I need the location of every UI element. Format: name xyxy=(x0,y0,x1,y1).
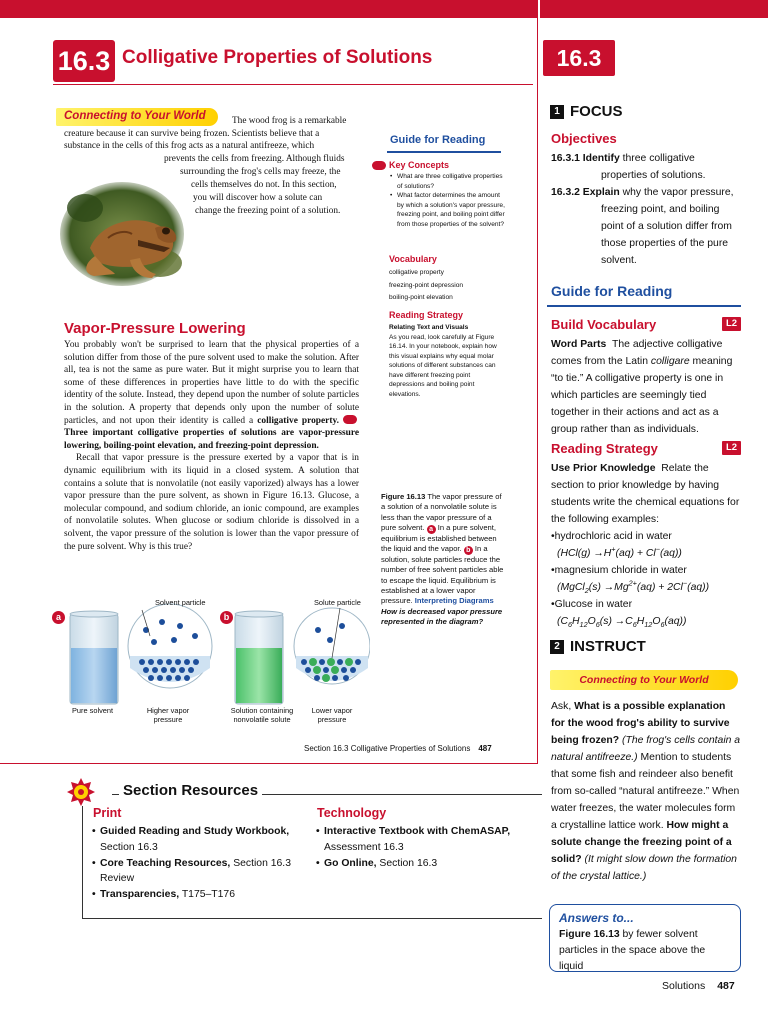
build-vocabulary-label: Build Vocabulary xyxy=(551,317,657,332)
word-parts-paragraph xyxy=(551,336,741,438)
resources-left-rule xyxy=(82,806,83,918)
objective-2-verb: Explain xyxy=(582,187,620,198)
technology-resources-list xyxy=(316,824,540,871)
ask-question-2: How might a solute change the freezing point of a solid? xyxy=(551,820,732,865)
higher-vp-line1: Higher vapor xyxy=(146,706,190,715)
key-concept-icon xyxy=(372,161,386,170)
figure-text-1: The vapor pressure of a solution of a nonvolatile solute is less than the vapor pressure of a pure solvent. xyxy=(381,492,502,532)
example-3: •Glucose in water xyxy=(551,599,633,610)
footer-page-number: 487 xyxy=(478,744,492,753)
solution-line2: nonvolatile solute xyxy=(233,715,291,724)
higher-vp-line2: pressure xyxy=(153,715,183,724)
intro-line: prevents the cells from freezing. Although fluids xyxy=(164,154,345,164)
tech-item-rest: Section 16.3 xyxy=(376,857,438,869)
key-concept-item: • What are three colligative properties of solutions? xyxy=(389,172,507,191)
marker-a: a xyxy=(427,525,436,534)
lower-vp-line1: Lower vapor xyxy=(311,706,353,715)
intro-line: The wood frog is a remarkable xyxy=(232,116,347,126)
equation-1: (HCl(g) →H+(aq) + Cl−(aq)) xyxy=(557,544,682,559)
connecting-label: Connecting to Your World xyxy=(56,108,218,126)
intro-line: substance in the cells of this frog acts as a natural antifreeze, which xyxy=(64,141,315,151)
word-parts-label: Word Parts xyxy=(551,339,607,350)
teacher-footer xyxy=(662,980,735,992)
tech-item xyxy=(316,824,540,856)
tech-item-sub: Assessment 16.3 xyxy=(324,841,404,853)
footer-section-text: Section 16.3 Colligative Properties of Solutions xyxy=(304,744,471,753)
vapor-pressure-diagram xyxy=(50,596,370,731)
answers-text: by fewer solvent particles in the space above the liquid xyxy=(559,929,706,972)
objective-1-verb: Identify xyxy=(582,153,620,164)
objective-2-text: why the vapor pressure, freezing point, and boiling point of a solution differ from those properties of the pure solvent. xyxy=(601,187,734,266)
resources-icon xyxy=(65,776,97,806)
print-item-sub: Review xyxy=(100,873,135,885)
student-page-footer xyxy=(304,744,492,753)
para2-text: Recall that vapor pressure is the pressure exerted by a vapor that is in dynamic equilibrium with its liquid in a closed system. A solution that contains a solute that is nonvolatile (not easily vaporized) always has a lower vapor pressure than the pure solvent, as shown in Figure 16.13. Glucose, a molecular compound, and sodium chloride, an ionic compound, are examples of nonvolatile solutes. When glucose or sodium chloride is dissolved in a solvent, the vapor pressure of the solution is lower than the vapor pressure of the pure solvent. Why is this true? xyxy=(64,453,359,552)
key-concept-icon xyxy=(343,415,357,424)
tech-item-title: Interactive Textbook with ChemASAP, xyxy=(324,826,511,837)
objective-1-number: 16.3.1 xyxy=(551,153,580,164)
solute-particle-label: Solute particle xyxy=(314,598,361,607)
key-concept-item: • What factor determines the amount by which a solution's vapor pressure, freezing point, and boiling point differ from those properties of the solvent? xyxy=(389,191,507,229)
title-divider xyxy=(53,84,533,85)
marker-b: b xyxy=(464,546,473,555)
objective-2 xyxy=(551,184,741,269)
diagram-marker-a: a xyxy=(52,611,65,624)
example-1: •hydrochloric acid in water xyxy=(551,531,672,542)
para1-text: You probably won't be surprised to learn that the physical properties of a solution differ from those of the pure solvent used to make the solution. After all, tea is not the same as pure water. But it might surprise you to learn that some of these differences in properties have little to do with the specific identity of the solute. Instead, they depend upon the number of solute particles in the solution. A property that depends only upon the number of solute particles, and not upon their identity is called a xyxy=(64,340,359,426)
answers-title: Answers to... xyxy=(559,911,634,925)
teacher-connecting-label: Connecting to Your World xyxy=(550,670,738,690)
answers-box xyxy=(549,904,741,972)
ask-prefix: Ask, xyxy=(551,701,575,712)
diagram-marker-b: b xyxy=(220,611,233,624)
figure-text-2: In a pure solvent, equilibrium is established between the liquid and the vapor. xyxy=(381,522,497,554)
print-item-rest: T175–T176 xyxy=(179,889,235,901)
answers-body xyxy=(559,927,731,975)
objective-2-number: 16.3.2 xyxy=(551,187,580,198)
print-label: Print xyxy=(93,806,122,820)
wood-frog-photo xyxy=(60,178,190,288)
strategy-subtitle: Relating Text and Visuals xyxy=(389,324,469,331)
intro-line: creature because it can survive being frozen. Scientists believe that a xyxy=(64,129,320,139)
word-parts-text: The adjective colligative comes from the Latin xyxy=(551,339,723,367)
print-item-title: Guided Reading and Study Workbook, xyxy=(100,826,290,837)
reading-strategy-body xyxy=(389,323,507,399)
top-bar-right xyxy=(538,0,768,18)
ask-answer-1: (The frog's cells contain a natural antifreeze.) xyxy=(551,735,741,763)
objective-1 xyxy=(551,150,741,184)
word-parts-term: colligare xyxy=(650,356,690,367)
word-parts-text-2: meaning “to tie.” A colligative property is one in which particles are seemingly tied together in their actions and act as a group rather than as individuals. xyxy=(551,356,733,435)
objectives-label: Objectives xyxy=(551,131,617,146)
teacher-section-badge: 16.3 xyxy=(543,40,615,76)
teacher-reading-strategy-label: Reading Strategy xyxy=(551,441,658,456)
solution-line1: Solution containing xyxy=(230,706,294,715)
instruct-step-number: 2 xyxy=(550,640,564,654)
equation-3: $(C_6H_{12}O_6(s) \to C_6H_{12}O_6(aq))$ xyxy=(557,616,687,630)
focus-label: FOCUS xyxy=(570,103,623,120)
guide-for-reading-title: Guide for Reading xyxy=(390,134,486,146)
answers-figure-label: Figure 16.13 xyxy=(559,929,620,940)
intro-line: change the freezing point of a solution. xyxy=(195,206,341,216)
example-2-label: magnesium chloride in water xyxy=(554,565,687,576)
figure-label: Figure 16.13 xyxy=(381,492,426,501)
vocab-item: boiling-point elevation xyxy=(389,294,453,302)
reading-strategy-label: Reading Strategy xyxy=(389,310,464,320)
example-1-label: hydrochloric acid in water xyxy=(554,531,672,542)
technology-label: Technology xyxy=(317,806,387,820)
objectives-list xyxy=(551,150,741,269)
vapor-pressure-body xyxy=(64,339,359,553)
print-item-title: Transparencies, xyxy=(100,889,180,901)
teacher-guide-divider xyxy=(547,305,741,307)
interpreting-diagrams-question: How is decreased vapor pressure represented in the diagram? xyxy=(381,606,503,626)
ask-middle-text: Mention to students that some fish and reindeer also benefit from so-called “natural antifreeze.” When water freezes, the water molecules form a crystalline lattice work. xyxy=(551,752,740,831)
instruct-heading xyxy=(550,638,646,655)
guide-divider xyxy=(387,151,501,153)
ask-question-1: What is a possible explanation for the wood frog's ability to survive being frozen? xyxy=(551,701,730,746)
tech-item xyxy=(316,856,540,872)
instruct-label: INSTRUCT xyxy=(570,638,646,655)
vapor-pressure-heading: Vapor-Pressure Lowering xyxy=(64,320,246,337)
key-concept-sentence: Three important colligative properties of solutions are vapor-pressure lowering, boiling-point elevation, and freezing-point depression. xyxy=(64,428,359,451)
level-badge-l2: L2 xyxy=(722,317,741,331)
teacher-footer-page: 487 xyxy=(717,980,735,992)
print-item-sub: Section 16.3 xyxy=(100,841,158,853)
section-resources-title: Section Resources xyxy=(119,782,262,799)
example-3-label: Glucose in water xyxy=(554,599,633,610)
ask-paragraph xyxy=(551,698,741,885)
solvent-particle-label: Solvent particle xyxy=(155,598,206,607)
section-number-badge: 16.3 xyxy=(53,40,115,82)
figure-text-3: In a solution, solute particles reduce the number of free solvent particles able to escape the liquid. Equilibrium is established at a lower vapor pressure. xyxy=(381,544,504,606)
focus-step-number: 1 xyxy=(550,105,564,119)
vocabulary-label: Vocabulary xyxy=(389,254,437,264)
key-concepts-list xyxy=(389,172,507,229)
vocab-item: colligative property xyxy=(389,269,444,276)
tech-item-title: Go Online, xyxy=(324,857,377,869)
vocabulary-list xyxy=(389,267,507,305)
equation-2: (MgCl$_2$(s) $\to Mg^{2+}(aq) + 2Cl^-(aq)$) xyxy=(557,578,710,596)
prior-knowledge-label: Use Prior Knowledge xyxy=(551,463,656,474)
intro-line: cells themselves do not. In this section, xyxy=(191,180,337,190)
teacher-guide-for-reading-title: Guide for Reading xyxy=(551,283,673,299)
top-bar-left xyxy=(0,0,538,18)
interpreting-diagrams-label: Interpreting Diagrams xyxy=(414,596,494,606)
section-title: Colligative Properties of Solutions xyxy=(122,47,433,68)
print-item xyxy=(92,856,306,888)
colligative-term: colligative property. xyxy=(257,415,339,426)
lower-vp-line2: pressure xyxy=(317,715,347,724)
intro-line: you will discover how a solute can xyxy=(193,193,323,203)
figure-caption xyxy=(381,492,506,627)
key-concepts-label: Key Concepts xyxy=(389,160,450,170)
print-item-rest: Section 16.3 xyxy=(230,857,291,869)
resources-bottom-rule xyxy=(82,918,542,919)
intro-line: surrounding the frog's cells may freeze, the xyxy=(180,167,341,177)
level-badge-l2: L2 xyxy=(722,441,741,455)
lower-vapor-pressure-label xyxy=(306,706,358,724)
prior-knowledge-paragraph xyxy=(551,460,741,630)
prior-knowledge-text: Relate the section to prior knowledge by having students write the chemical equations for the following examples: xyxy=(551,463,740,525)
solution-label xyxy=(224,706,300,724)
print-item xyxy=(92,887,306,903)
example-2: •magnesium chloride in water xyxy=(551,565,687,576)
pure-solvent-label: Pure solvent xyxy=(72,706,114,715)
focus-heading xyxy=(550,103,623,120)
print-item xyxy=(92,824,306,856)
objective-1-text: three colligative properties of solutions. xyxy=(601,153,706,181)
print-resources-list xyxy=(92,824,306,903)
print-item-title: Core Teaching Resources, xyxy=(100,857,231,869)
higher-vapor-pressure-label xyxy=(142,706,194,724)
ask-answer-2: (It might slow down the formation of the crystal lattice.) xyxy=(551,854,737,882)
strategy-text: As you read, look carefully at Figure 16.14. In your notebook, explain how this visual explains why equal molar solutions of different substances can have different freezing point depressions and boiling point elevations. xyxy=(389,333,497,398)
student-page xyxy=(0,18,538,764)
vocab-item: freezing-point depression xyxy=(389,281,464,289)
teacher-footer-label: Solutions xyxy=(662,980,706,992)
